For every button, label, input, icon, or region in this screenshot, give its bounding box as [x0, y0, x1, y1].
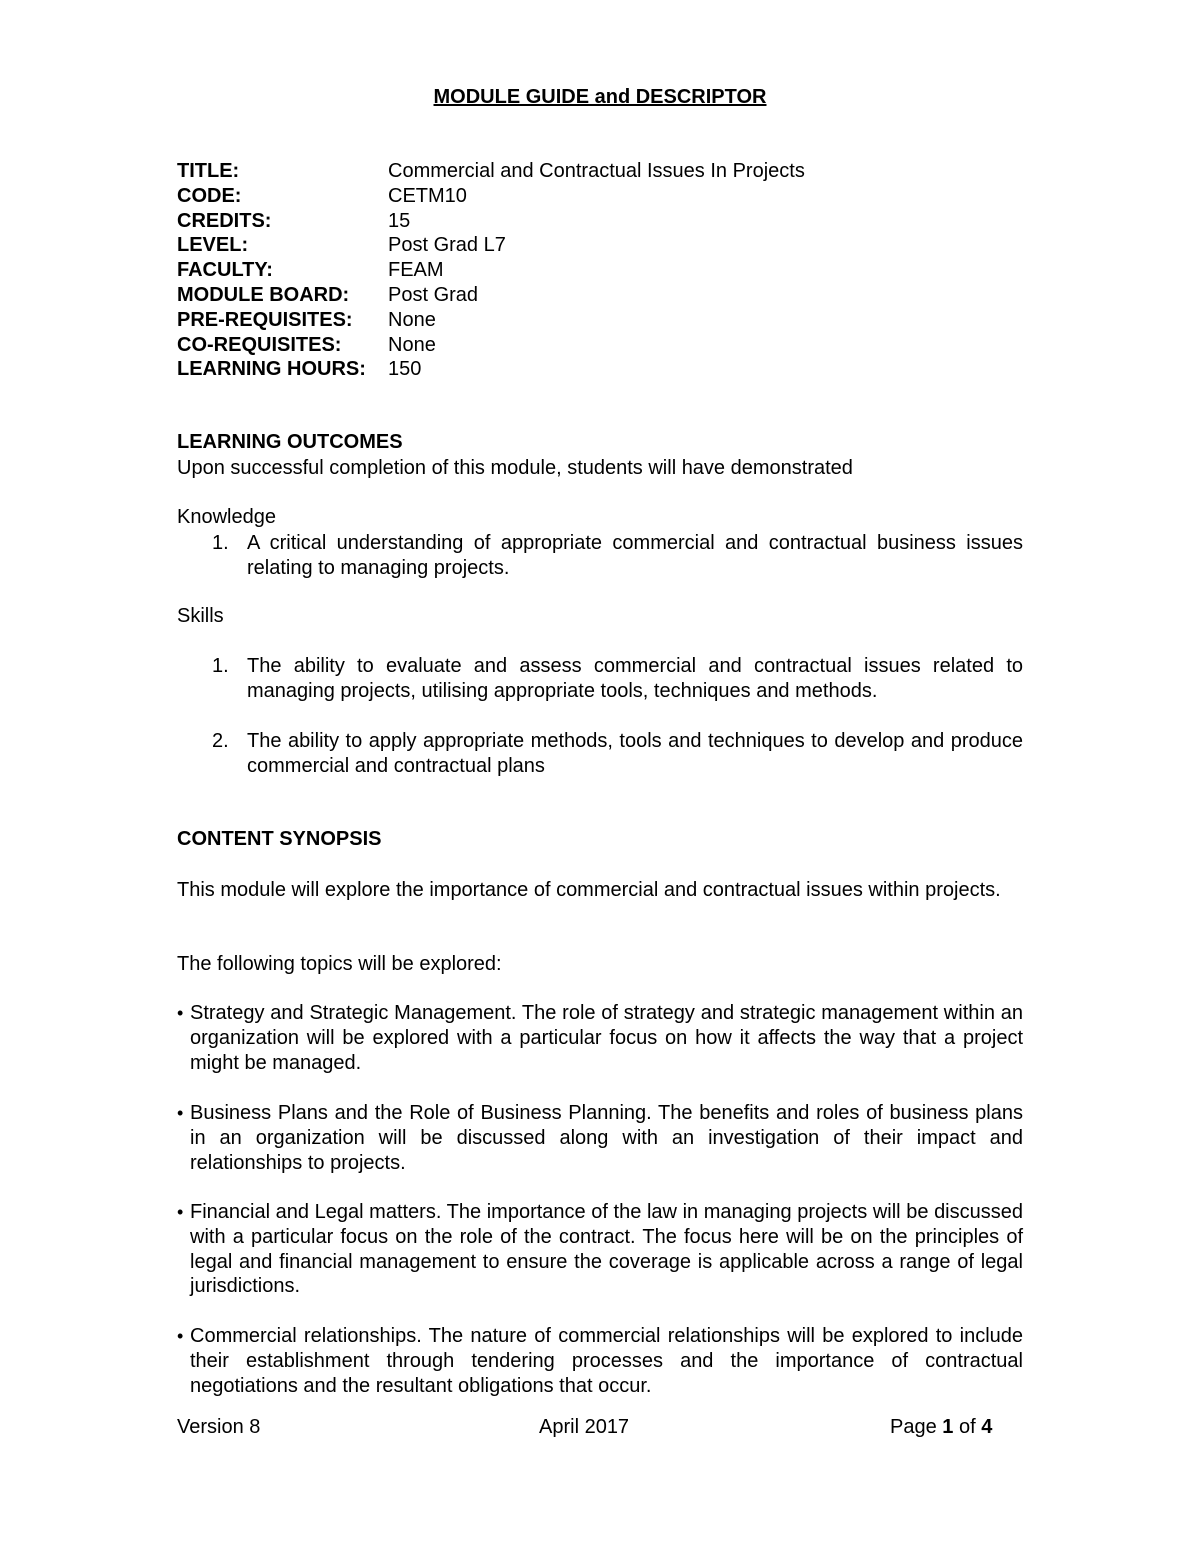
topic-text: Commercial relationships. The nature of commercial relationships will be explored to include their establishment through tendering processes and the importance of contractual negotiations and the resultant obligations that occur.	[190, 1325, 1023, 1397]
topics-intro: The following topics will be explored:	[177, 953, 502, 975]
footer-version: Version 8	[177, 1416, 261, 1438]
topic-text: Business Plans and the Role of Business Planning. The benefits and roles of business plans in an organization will be discussed along with an investigation of their impact and relationships to projects.	[190, 1102, 1023, 1174]
item-text: A critical understanding of appropriate commercial and contractual business issues relating to managing projects.	[247, 532, 1023, 579]
meta-value: 150	[388, 358, 422, 381]
module-metadata	[177, 159, 805, 382]
item-text: The ability to apply appropriate methods, tools and techniques to develop and produce commercial and contractual plans	[247, 730, 1023, 777]
meta-value: Commercial and Contractual Issues In Projects	[388, 160, 805, 182]
meta-value: Post Grad L7	[388, 234, 506, 257]
bullet-symbol: •	[177, 1326, 184, 1346]
meta-key: CO-REQUISITES:	[177, 333, 342, 356]
meta-value: None	[388, 308, 436, 331]
item-number: 1.	[212, 655, 229, 677]
topic-text: Financial and Legal matters. The importance of the law in managing projects will be discussed with a particular focus on the role of the contract. The focus here will be on the principles of legal and financial management to ensure the coverage is applicable across a range of legal jurisdictions.	[190, 1201, 1023, 1298]
meta-row-co-requisites	[177, 333, 805, 358]
footer-page-of: of	[958, 1416, 976, 1438]
item-text: The ability to evaluate and assess commercial and contractual issues related to managing projects, utilising appropriate tools, techniques and methods.	[247, 655, 1023, 702]
meta-key: LEVEL:	[177, 234, 249, 257]
meta-value: None	[388, 333, 436, 356]
meta-value: CETM10	[388, 184, 467, 207]
footer-page-total: 4	[981, 1416, 993, 1438]
meta-value: 15	[388, 209, 411, 232]
meta-key: FACULTY:	[177, 259, 273, 282]
learning-outcomes-intro: Upon successful completion of this module, students will have demonstrated	[177, 457, 853, 479]
meta-key: CODE:	[177, 184, 242, 207]
content-synopsis-heading: CONTENT SYNOPSIS	[177, 828, 382, 850]
item-number: 1.	[212, 532, 229, 554]
knowledge-label: Knowledge	[177, 506, 276, 528]
bullet-symbol: •	[177, 1202, 184, 1222]
item-number: 2.	[212, 730, 229, 752]
learning-outcomes-heading: LEARNING OUTCOMES	[177, 431, 403, 453]
synopsis-intro	[177, 878, 1023, 903]
meta-value: FEAM	[388, 259, 444, 282]
footer-date: April 2017	[539, 1416, 630, 1438]
meta-key: CREDITS:	[177, 209, 272, 232]
topic-text: Strategy and Strategic Management. The role of strategy and strategic management within an organization will be explored with a particular focus on how it affects the way that a project might be managed.	[190, 1002, 1023, 1074]
meta-key: TITLE:	[177, 160, 240, 182]
meta-row-code	[177, 184, 805, 209]
document-title: MODULE GUIDE and DESCRIPTOR	[433, 86, 767, 108]
synopsis-intro-wrap	[177, 878, 1023, 903]
footer-page-label: Page	[890, 1416, 937, 1438]
meta-row-level	[177, 233, 805, 258]
meta-key: LEARNING HOURS:	[177, 358, 366, 381]
meta-row-module-board	[177, 283, 805, 308]
synopsis-intro-text: This module will explore the importance of commercial and contractual issues within projects.	[177, 879, 1001, 901]
footer-page-number	[890, 1414, 992, 1440]
meta-value: Post Grad	[388, 283, 479, 306]
meta-row-faculty	[177, 258, 805, 283]
bullet-symbol: •	[177, 1103, 184, 1123]
meta-row-pre-requisites	[177, 308, 805, 333]
meta-row-credits	[177, 209, 805, 234]
meta-row-title	[177, 159, 805, 184]
bullet-symbol: •	[177, 1003, 184, 1023]
skills-label: Skills	[177, 605, 224, 627]
meta-key: PRE-REQUISITES:	[177, 308, 353, 331]
meta-key: MODULE BOARD:	[177, 283, 350, 306]
meta-row-learning-hours	[177, 357, 805, 382]
page-footer	[0, 1414, 1200, 1440]
footer-page-current: 1	[942, 1416, 954, 1438]
